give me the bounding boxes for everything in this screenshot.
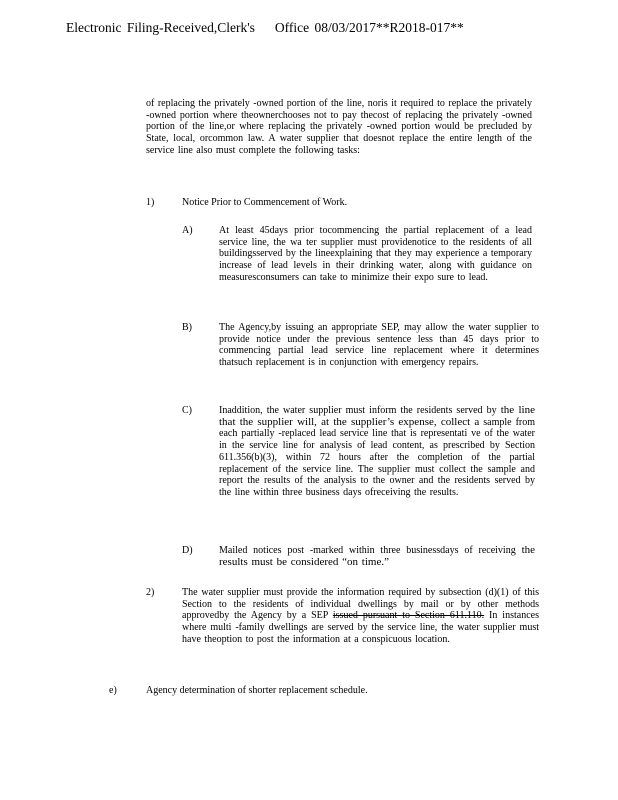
sub-d-label: D) <box>182 545 193 556</box>
sub-b-label: B) <box>182 322 192 333</box>
intro-paragraph: of replacing the privately -owned portion of the line, noris it required to replace the privately -owned portion where theownerchooses not to pay thecost of replacing the privately -owned portion of the line,or where replacing the privately -owned portion would be precluded by State, local, orcommon law. A water supplier that doesnot replace the entire length of the service line also must complete the following tasks: <box>146 98 532 156</box>
sub-c-text-after: sample from each partially -replaced lead service line that is representati ve of the water in the service line for analysis of lead content, as prescribed by Section 611.356(b)(3), within 72 hours after the completion of the partial replacement of the service line. The supplier must collect the sample and report the results of the analysis to the owner and the residents served by the line within three business days ofreceiving the results. <box>219 416 536 498</box>
sub-a-text: At least 45days prior tocommencing the partial replacement of a lead service line, the wa ter supplier must providenotice to the residents of all buildingsserved by the lineexplaining that they may experience a temporary increase of lead levels in their drinking water, along with guidance on measuresconsumers can take to minimize their expo sure to lead. <box>219 225 532 283</box>
sub-c-text <box>219 405 535 499</box>
sub-d-text <box>219 545 535 568</box>
item-2-text-before: The water supplier must provide the information required by subsection (d)(1) of this Section to the residents of individual dwellings by mail or by other methods approvedby the Agency by a SEP <box>182 587 539 622</box>
item-2-number: 2) <box>146 587 155 598</box>
item-1-number: 1) <box>146 197 155 208</box>
sub-b-text: The Agency,by issuing an appropriate SEP, may allow the water supplier to provide notice under the previous sentence less than 45 days prior to commencing partial lead service line replacement where it determines thatsuch replacement is in conjunction with emergency repairs. <box>219 322 539 369</box>
filing-stamp: Electronic Filing-Received,Clerk's <box>66 20 255 35</box>
item-2-text-after: In instances where multi -family dwellings are served by the service line, the water supplier must have theoption to post the information at a conspicuous location. <box>182 610 539 645</box>
sub-c-text-larger: the line that the supplier will, at the supplier’s expense, collect a <box>219 404 535 428</box>
sub-c-label: C) <box>182 405 192 416</box>
item-e-title: Agency determination of shorter replacement schedule. <box>146 685 368 696</box>
item-2-text <box>182 587 539 646</box>
office-stamp: Office 08/03/2017**R2018-017** <box>274 20 464 35</box>
sub-c-text-before: Inaddition, the water supplier must inform the residents served by <box>219 405 497 416</box>
item-e-label: e) <box>109 685 117 696</box>
sub-d-text-before: Mailed notices post -marked within three businessdays of receiving <box>219 545 516 556</box>
item-1-title: Notice Prior to Commencement of Work. <box>182 197 348 208</box>
filing-header <box>66 20 606 36</box>
sub-a-label: A) <box>182 225 193 236</box>
sub-d-text-larger: the results must be considered “on time.” <box>219 544 536 568</box>
item-2-struck-text: issued pursuant to Section 611.110. <box>332 610 485 622</box>
